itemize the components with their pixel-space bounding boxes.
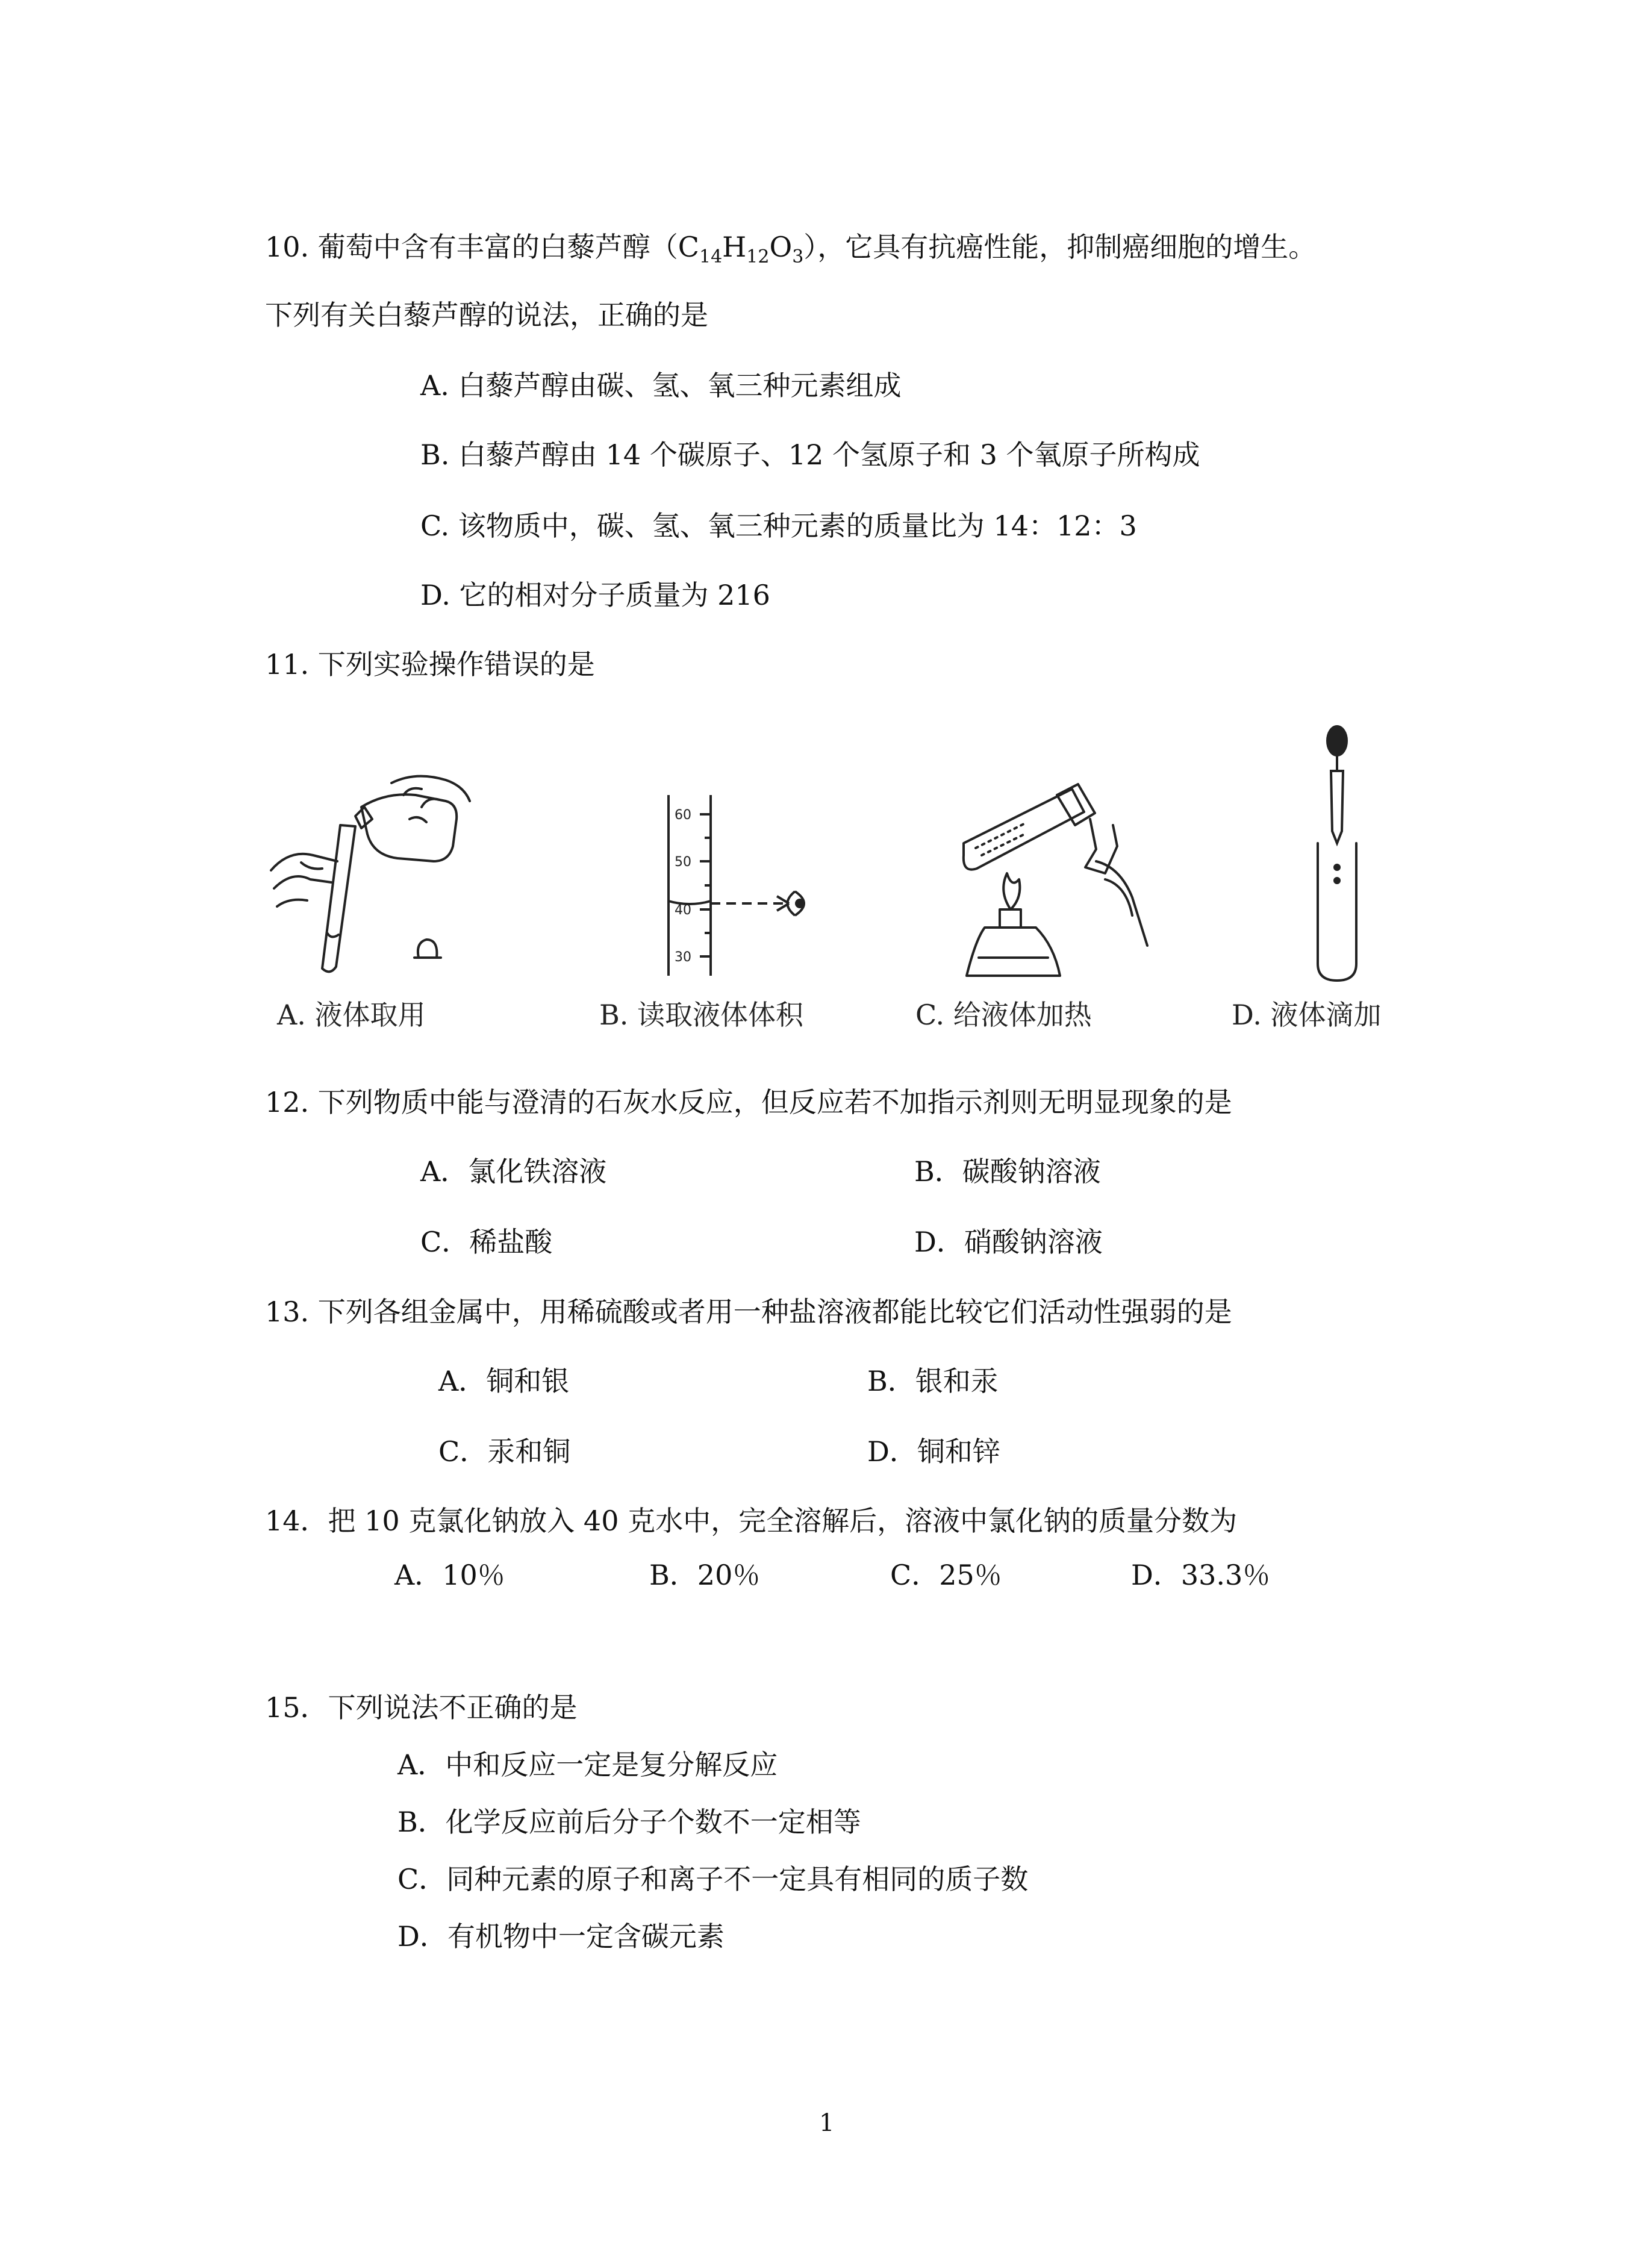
figure-b-reading-volume	[650, 795, 855, 976]
tick-label: 40	[675, 903, 691, 918]
q10-formula-h: H	[722, 231, 747, 263]
figure-c-heating-liquid	[952, 777, 1168, 982]
figure-c-caption: C. 给液体加热	[915, 999, 1092, 1031]
q12-stem: 12. 下列物质中能与澄清的石灰水反应，但反应若不加指示剂则无明显现象的是	[265, 1086, 1232, 1118]
q15-option-d: D．有机物中一定含碳元素	[397, 1920, 725, 1953]
q15-stem: 15．下列说法不正确的是	[265, 1691, 578, 1724]
q15-option-a: A．中和反应一定是复分解反应	[397, 1748, 778, 1781]
q15-option-b: B．化学反应前后分子个数不一定相等	[397, 1806, 861, 1838]
q14-option-a: A．10％	[394, 1559, 505, 1591]
figure-a-pouring-liquid	[265, 759, 482, 976]
figure-b-caption: B. 读取液体体积	[599, 999, 804, 1031]
q14-option-c: C．25％	[890, 1559, 1002, 1591]
q10-option-d: D. 它的相对分子质量为 216	[420, 579, 770, 611]
q10-option-a: A. 白藜芦醇由碳、氢、氧三种元素组成	[420, 369, 902, 402]
q12-option-a: A．氯化铁溶液	[420, 1155, 607, 1188]
q14-option-b: B．20％	[649, 1559, 761, 1591]
page-number: 1	[819, 2109, 835, 2137]
subscript: 3	[792, 246, 804, 267]
tick-label: 50	[675, 855, 691, 870]
figure-d-caption: D. 液体滴加	[1232, 999, 1382, 1031]
q13-stem: 13. 下列各组金属中，用稀硫酸或者用一种盐溶液都能比较它们活动性强弱的是	[265, 1296, 1232, 1328]
figure-d-dropping-liquid	[1295, 723, 1379, 982]
q11-stem: 11. 下列实验操作错误的是	[265, 648, 595, 681]
q13-option-b: B．银和汞	[867, 1365, 999, 1397]
q13-option-d: D．铜和锌	[867, 1435, 1000, 1468]
subscript: 14	[699, 246, 723, 267]
q14-stem: 14．把 10 克氯化钠放入 40 克水中，完全溶解后，溶液中氯化钠的质量分数为	[265, 1505, 1238, 1537]
figure-a-caption: A. 液体取用	[277, 999, 426, 1031]
tick-label: 30	[675, 950, 691, 965]
q10-option-c: C. 该物质中，碳、氢、氧三种元素的质量比为 14：12：3	[420, 510, 1137, 542]
q10-stem-line2: 下列有关白藜芦醇的说法，正确的是	[265, 299, 708, 331]
q12-option-c: C．稀盐酸	[420, 1226, 553, 1258]
subscript: 12	[746, 246, 770, 267]
q10-stem-part: ），它具有抗癌性能，抑制癌细胞的增生。	[803, 231, 1317, 263]
q13-option-a: A．铜和银	[438, 1365, 570, 1397]
q10-stem-line1	[265, 229, 1316, 265]
q10-option-b: B. 白藜芦醇由 14 个碳原子、12 个氢原子和 3 个氧原子所构成	[420, 438, 1200, 471]
q13-option-c: C．汞和铜	[438, 1435, 571, 1468]
q12-option-d: D．硝酸钠溶液	[914, 1226, 1103, 1258]
q15-option-c: C．同种元素的原子和离子不一定具有相同的质子数	[397, 1863, 1029, 1895]
q14-option-d: D．33.3％	[1131, 1559, 1271, 1591]
tick-label: 60	[675, 808, 691, 823]
q10-stem-part: 10. 葡萄中含有丰富的白藜芦醇（C	[265, 231, 699, 263]
q12-option-b: B．碳酸钠溶液	[914, 1155, 1101, 1188]
q10-formula-o: O	[769, 231, 793, 263]
